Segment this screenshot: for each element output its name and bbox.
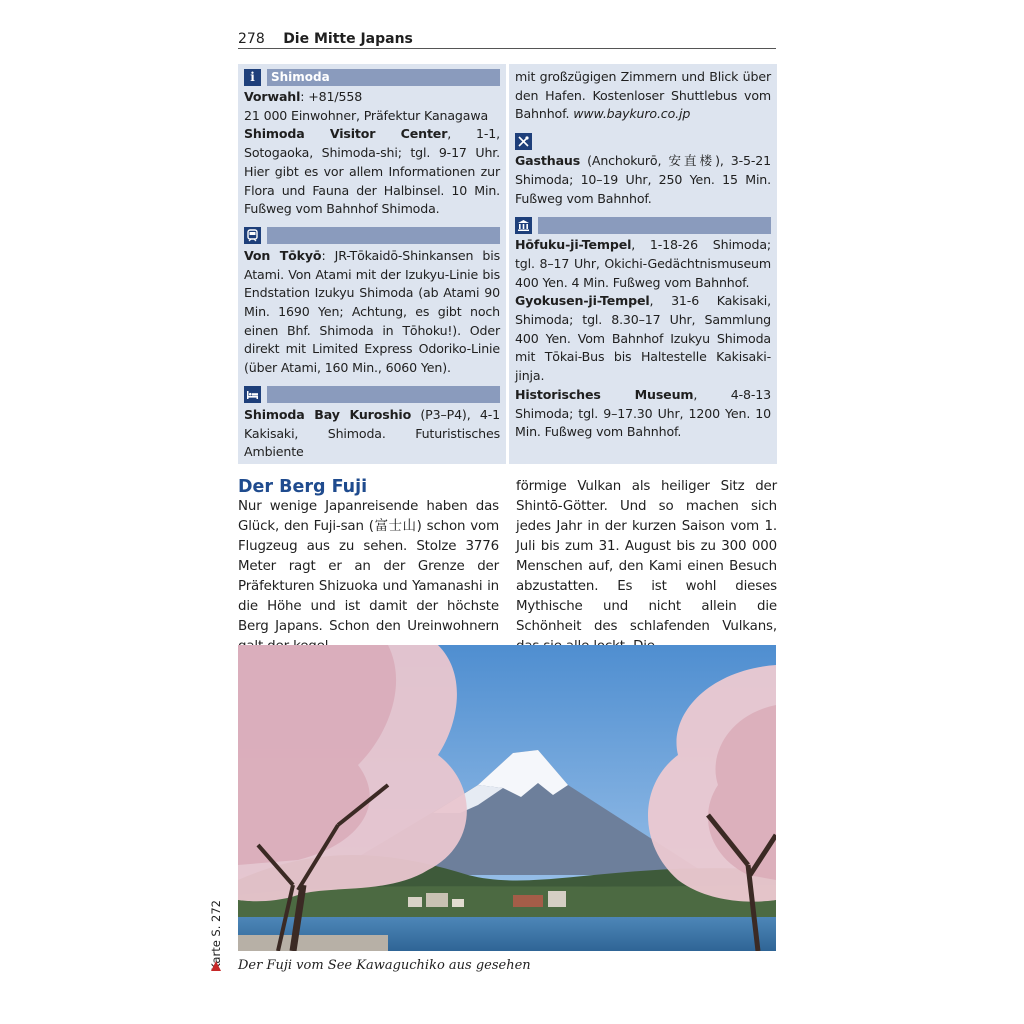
- info-section-header: [244, 68, 500, 86]
- article-column-1: Nur wenige Japanreisende haben das Glück, den Fuji-san (富士山) schon vom Flugzeug aus zu sehen. Stolze 3776 Meter ragt er an der Grenze der Präfekturen Shizuoka und Yamanashi in die Höhe und ist damit der höchste Berg Japans. Schon den Ureinwohnern: [238, 499, 499, 634]
- hotel-section-bar: [267, 386, 500, 403]
- transport-section-bar: [267, 227, 500, 244]
- hotel-section-header: [244, 386, 500, 404]
- info-box-right: [509, 64, 777, 464]
- hotel-website: www.baykuro.co.jp: [573, 106, 691, 122]
- triangle-marker-icon: [211, 961, 221, 971]
- photo-caption: Der Fuji vom See Kawaguchiko aus gesehen: [238, 958, 531, 973]
- info-section-title: Shimoda: [267, 69, 500, 86]
- bed-icon: [244, 386, 261, 403]
- page-number: 278: [238, 31, 265, 47]
- page-header: [238, 30, 776, 49]
- article-title: Der Berg Fuji: [238, 477, 368, 497]
- info-icon: i: [244, 69, 261, 86]
- chapter-title: Die Mitte Japans: [283, 31, 413, 47]
- food-section-header: [515, 132, 771, 150]
- hotel-continued-text: mit großzügigen Zimmern und Blick über den Hafen. Kostenloser Shuttlebus vom Bahnhof. www.baykuro.co.jp: [515, 69, 771, 122]
- museum-icon: [515, 217, 532, 234]
- info-section-text: Vorwahl: +81/558 21 000 Einwohner, Präfektur Kanagawa Shimoda Visitor Center, 1-1, Sotogaoka, Shimoda-shi; tgl. 9-17 Uhr. Hier gibt es vor allem Informationen zur Flora und Fauna der Halbinsel. 10 Min. Fußweg vom Bahnhof Shimoda.: [244, 89, 500, 217]
- info-box-left: [238, 64, 506, 464]
- sights-section-header: [515, 216, 771, 234]
- train-icon: [244, 227, 261, 244]
- sights-section-text: Hōfuku-ji-Tempel, 1-18-26 Shimoda; tgl. 8–17 Uhr, Okichi-Gedächtnismuseum 400 Yen. 4 Min. Fußweg vom Bahnhof. Gyokusen-ji-Tempel, 31-6 Kakisaki, Shimoda; tgl. 8.30–17 Uhr, Sammlung 400 Yen. Vom Bahnhof Izukyu Shimoda mit Tōkai-Bus bis Haltestelle Kakisaki-jinja. Historisches Museum, 4-8-13 Shimoda; tgl. 9–17.30 Uhr, 1200 Yen. 10 Min. Fußweg vom Bahnhof.: [515, 237, 771, 440]
- food-section-text: Gasthaus (Anchokurō, 安直楼), 3-5-21 Shimoda; 10–19 Uhr, 250 Yen. 15 Min. Fußweg vom Bahnhof.: [515, 153, 771, 206]
- hotel-section-text: Shimoda Bay Kuroshio (P3–P4), 4-1 Kakisaki, Shimoda. Futuristisches Ambiente: [244, 406, 500, 460]
- transport-section-text: Von Tōkyō: JR-Tōkaidō-Shinkansen bis Atami. Von Atami mit der Izukyu-Linie bis Endstation Izukyu Shimoda (ab Atami 90 Min. 1690 Yen; Achtung, es gibt noch einen Bhf. Shimoda in Tōhoku!). Oder direkt mit Limited Express Odoriko-Linie (über Atami, 160 Min., 6060 Yen).: [244, 247, 500, 376]
- map-reference: [207, 882, 225, 972]
- map-reference-text: Karte S. 272: [209, 900, 223, 971]
- fork-knife-icon: [515, 133, 532, 150]
- fuji-photo: [238, 645, 776, 951]
- transport-section-header: [244, 227, 500, 245]
- article-column-2: förmige Vulkan als heiliger Sitz der Shintō-Götter. Und so machen sich jedes Jahr in der kurzen Saison vom 1. Juli bis zum 31. August bis zu 300 000 Menschen auf, den Kami einen Besuch abzustatten. Es ist wohl dieses Mythische und nicht allein die Schönheit des schlafenden Vulkans,: [516, 479, 777, 634]
- sights-section-bar: [538, 217, 771, 234]
